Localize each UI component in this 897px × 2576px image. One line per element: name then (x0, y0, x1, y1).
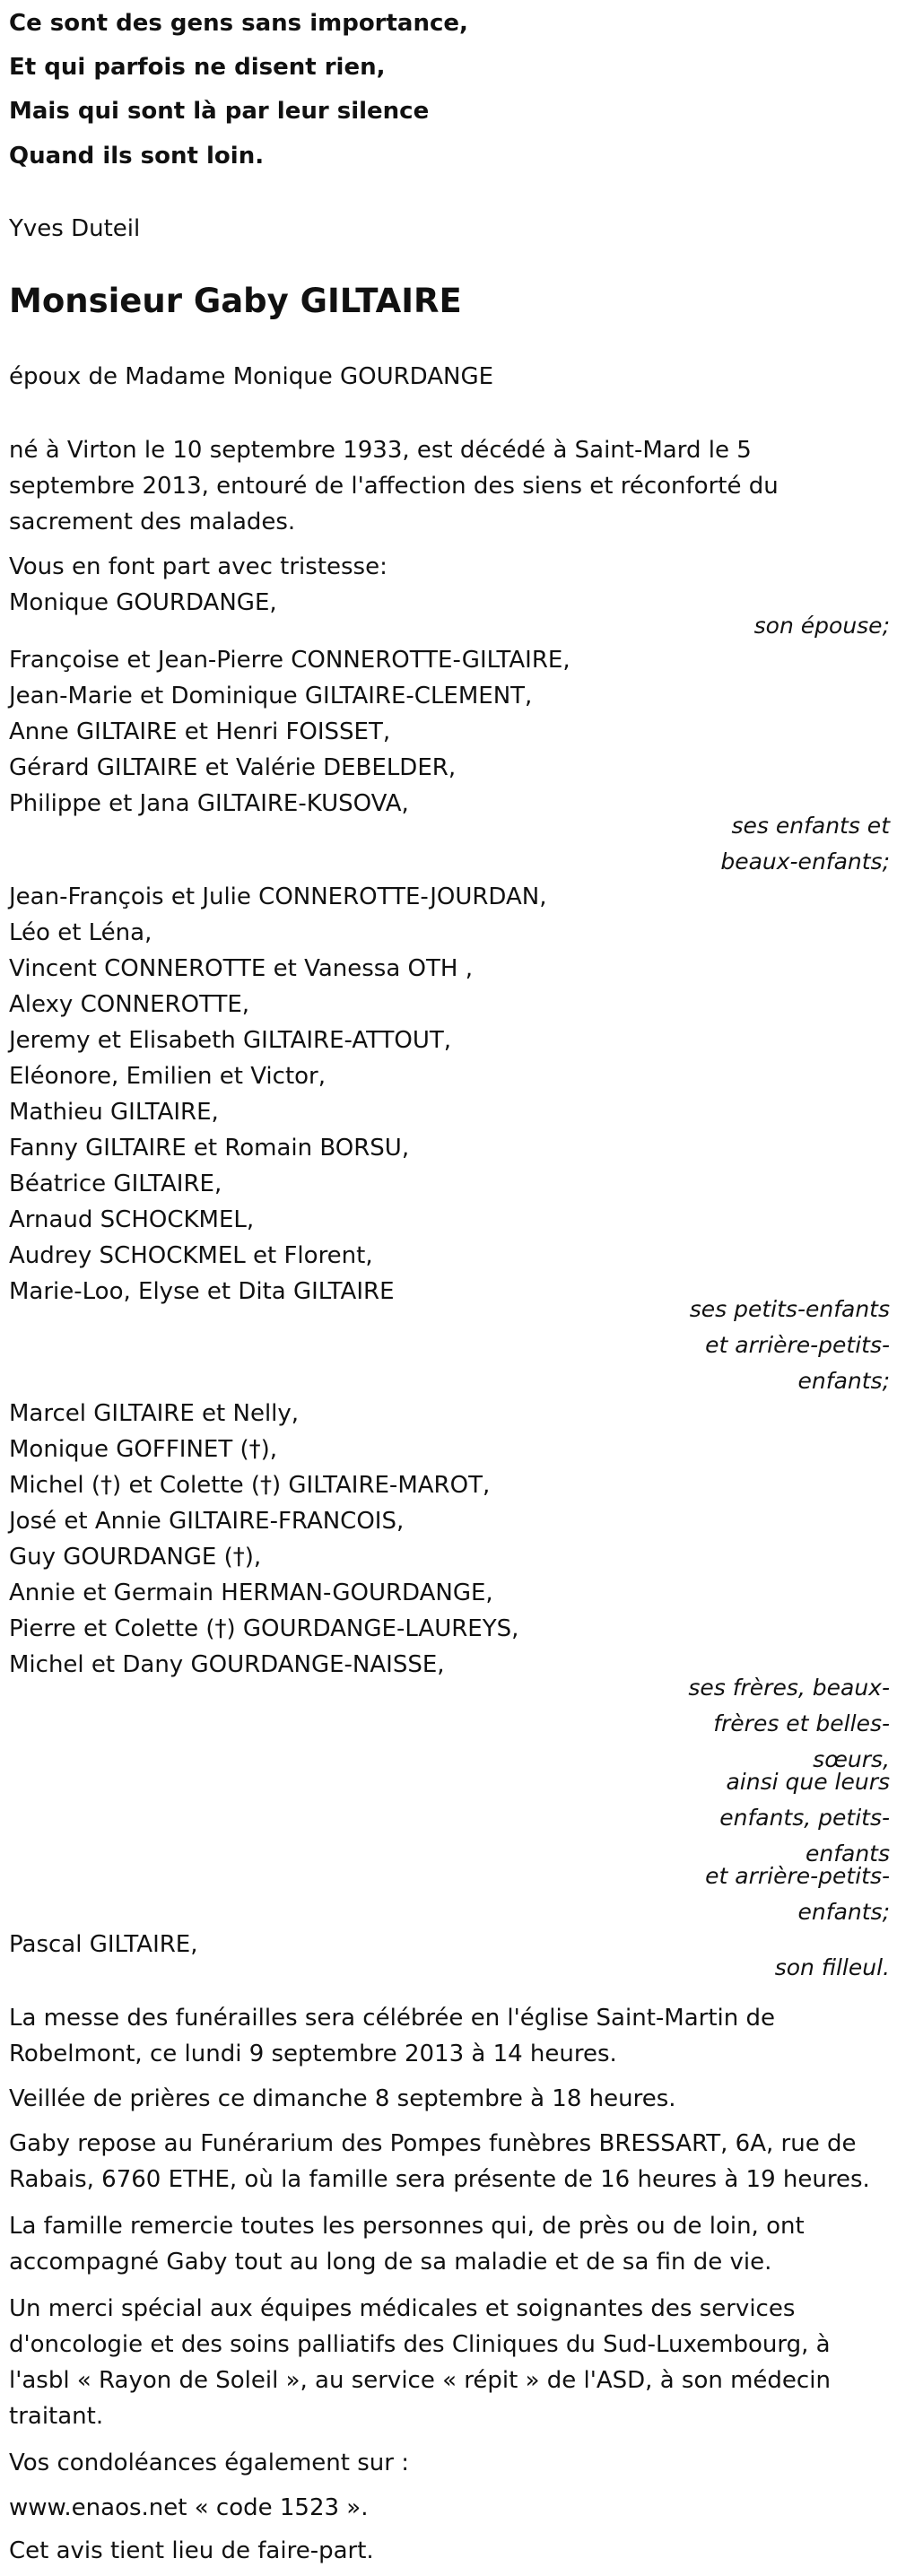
siblings-role: sœurs, (813, 1746, 890, 1772)
special-thanks-line: Un merci spécial aux équipes médicales et soignantes des services (9, 2295, 796, 2322)
family-member: Monique GOFFINET (†), (9, 1436, 278, 1463)
children-role: ses enfants et (731, 813, 890, 839)
grandchildren-role: enfants; (797, 1368, 890, 1394)
siblings-role: enfants; (797, 1899, 890, 1925)
children-role: beaux-enfants; (720, 849, 890, 875)
special-thanks-line: l'asbl « Rayon de Soleil », au service « répit » de l'ASD, à son médecin (9, 2367, 831, 2394)
family-member: Guy GOURDANGE (†), (9, 1544, 262, 1571)
birth-death-line: sacrement des malades. (9, 509, 296, 535)
family-member: Philippe et Jana GILTAIRE-KUSOVA, (9, 790, 409, 817)
siblings-role: ses frères, beaux- (688, 1675, 890, 1701)
family-member: Léo et Léna, (9, 919, 152, 946)
family-member: Audrey SCHOCKMEL et Florent, (9, 1242, 373, 1269)
spouse-name: Monique GOURDANGE, (9, 589, 277, 616)
family-member: Pierre et Colette (†) GOURDANGE-LAUREYS, (9, 1615, 519, 1642)
family-member: Michel et Dany GOURDANGE-NAISSE, (9, 1651, 445, 1678)
siblings-role: enfants, petits- (719, 1805, 890, 1831)
godson-role: son filleul. (774, 1954, 890, 1980)
announce-intro: Vous en font part avec tristesse: (9, 553, 388, 580)
family-member: Jean-Marie et Dominique GILTAIRE-CLEMENT, (9, 683, 533, 709)
condolences-site: www.enaos.net « code 1523 ». (9, 2494, 369, 2521)
family-member: Jeremy et Elisabeth GILTAIRE-ATTOUT, (9, 1027, 452, 1054)
family-member: Annie et Germain HERMAN-GOURDANGE, (9, 1580, 493, 1606)
rest-line: Gaby repose au Funérarium des Pompes funèbres BRESSART, 6A, rue de (9, 2130, 857, 2157)
family-member: Gérard GILTAIRE et Valérie DEBELDER, (9, 754, 457, 781)
family-member: Marcel GILTAIRE et Nelly, (9, 1400, 300, 1427)
deceased-name: Monsieur Gaby GILTAIRE (9, 282, 462, 320)
spouse-role: son épouse; (753, 613, 890, 639)
poem-line: Quand ils sont loin. (9, 143, 265, 170)
poem-line: Et qui parfois ne disent rien, (9, 54, 386, 81)
family-member: Alexy CONNEROTTE, (9, 991, 250, 1018)
family-member: Jean-François et Julie CONNEROTTE-JOURDAN, (9, 883, 547, 910)
family-member: Françoise et Jean-Pierre CONNEROTTE-GILTAIRE, (9, 647, 570, 674)
mass-line: La messe des funérailles sera célébrée en l'église Saint-Martin de (9, 2005, 775, 2032)
closing-line: Cet avis tient lieu de faire-part. (9, 2537, 374, 2564)
family-member: Vincent CONNEROTTE et Vanessa OTH , (9, 955, 473, 982)
grandchildren-role: et arrière-petits- (705, 1332, 890, 1358)
siblings-role: frères et belles- (713, 1710, 890, 1736)
thanks-line: La famille remercie toutes les personnes qui, de près ou de loin, ont (9, 2213, 805, 2240)
siblings-role: et arrière-petits- (705, 1863, 890, 1889)
birth-death-line: septembre 2013, entouré de l'affection des siens et réconforté du (9, 473, 779, 500)
godson-name: Pascal GILTAIRE, (9, 1931, 198, 1958)
family-member: Fanny GILTAIRE et Romain BORSU, (9, 1135, 410, 1162)
family-member: Michel (†) et Colette (†) GILTAIRE-MAROT, (9, 1472, 491, 1499)
family-member: Béatrice GILTAIRE, (9, 1171, 222, 1197)
rest-line: Rabais, 6760 ETHE, où la famille sera présente de 16 heures à 19 heures. (9, 2166, 870, 2193)
family-member: Arnaud SCHOCKMEL, (9, 1206, 255, 1233)
siblings-role: ainsi que leurs (726, 1769, 890, 1795)
spouse-line: époux de Madame Monique GOURDANGE (9, 363, 494, 390)
family-member: Eléonore, Emilien et Victor, (9, 1063, 326, 1090)
special-thanks-line: traitant. (9, 2403, 104, 2430)
family-member: Anne GILTAIRE et Henri FOISSET, (9, 718, 391, 745)
poem-line: Ce sont des gens sans importance, (9, 10, 468, 37)
poem-author: Yves Duteil (9, 215, 141, 242)
family-member: José et Annie GILTAIRE-FRANCOIS, (9, 1508, 405, 1535)
vigil-line: Veillée de prières ce dimanche 8 septembre à 18 heures. (9, 2085, 676, 2112)
birth-death-line: né à Virton le 10 septembre 1933, est décédé à Saint-Mard le 5 (9, 437, 752, 464)
condolences-intro: Vos condoléances également sur : (9, 2450, 409, 2476)
thanks-line: accompagné Gaby tout au long de sa maladie et de sa fin de vie. (9, 2249, 772, 2276)
siblings-role: enfants (805, 1841, 890, 1867)
family-member: Marie-Loo, Elyse et Dita GILTAIRE (9, 1278, 395, 1305)
mass-line: Robelmont, ce lundi 9 septembre 2013 à 14 heures. (9, 2041, 617, 2067)
family-member: Mathieu GILTAIRE, (9, 1099, 219, 1126)
poem-line: Mais qui sont là par leur silence (9, 98, 430, 125)
special-thanks-line: d'oncologie et des soins palliatifs des Cliniques du Sud-Luxembourg, à (9, 2331, 831, 2358)
grandchildren-role: ses petits-enfants (689, 1296, 890, 1322)
